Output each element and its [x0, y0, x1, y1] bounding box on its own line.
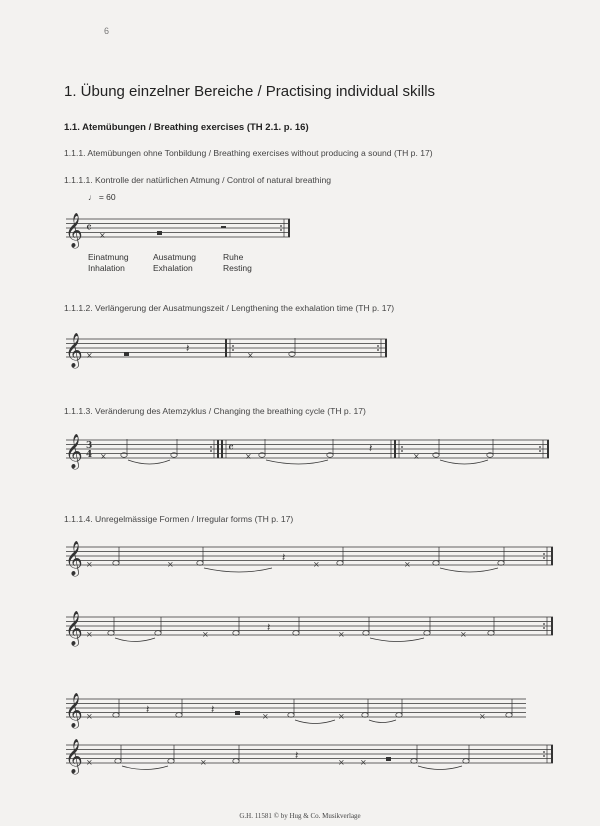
svg-text:×: × — [100, 452, 107, 461]
staff-4 — [65, 541, 553, 577]
svg-text:×: × — [86, 560, 93, 569]
svg-text:×: × — [200, 758, 207, 767]
svg-text:3: 3 — [86, 441, 93, 451]
staff-1 — [65, 213, 290, 249]
svg-text:×: × — [313, 560, 320, 569]
svg-text:𝄽: 𝄽 — [369, 442, 373, 455]
label-resting: Ruhe Resting — [223, 252, 252, 273]
svg-text:×: × — [338, 630, 345, 639]
exercise-heading-4: 1.1.1.4. Unregelmässige Formen / Irregular forms (TH p. 17) — [64, 514, 294, 524]
svg-text:𝄞: 𝄞 — [65, 541, 83, 576]
page-number: 6 — [104, 26, 110, 36]
svg-text:𝄽: 𝄽 — [211, 703, 215, 716]
common-time-icon: 𝄴 — [86, 221, 92, 236]
svg-text:×: × — [167, 560, 174, 569]
svg-text:×: × — [247, 351, 254, 360]
publisher-footer: G.H. 11581 © by Hug & Co. Musikverlage — [239, 812, 361, 820]
staff-5 — [65, 611, 553, 647]
svg-text:𝄽: 𝄽 — [282, 551, 286, 564]
staff-2 — [65, 333, 387, 369]
label-inhalation: Einatmung Inhalation — [88, 252, 129, 273]
svg-text:𝄞: 𝄞 — [65, 333, 83, 368]
svg-text:𝄽: 𝄽 — [186, 342, 190, 355]
svg-text:𝄞: 𝄞 — [65, 611, 83, 646]
svg-text:×: × — [404, 560, 411, 569]
svg-text:𝄞: 𝄞 — [65, 434, 83, 469]
staff-3 — [65, 434, 549, 470]
exercise-heading-3: 1.1.1.3. Veränderung des Atemzyklus / Changing the breathing cycle (TH p. 17) — [64, 406, 366, 416]
svg-text:𝄽: 𝄽 — [146, 703, 150, 716]
svg-text:×: × — [413, 452, 420, 461]
svg-text:×: × — [86, 712, 93, 721]
svg-text:×: × — [460, 630, 467, 639]
subsection-heading: 1.1.1. Atemübungen ohne Tonbildung / Breathing exercises without producing a sound (TH p. 17) — [64, 148, 433, 158]
svg-text:×: × — [86, 758, 93, 767]
svg-text:×: × — [202, 630, 209, 639]
svg-text:𝄞: 𝄞 — [65, 739, 83, 774]
svg-text:𝄞: 𝄞 — [65, 693, 83, 728]
svg-text:×: × — [86, 351, 93, 360]
svg-text:×: × — [338, 758, 345, 767]
svg-text:𝄽: 𝄽 — [267, 621, 271, 634]
svg-text:𝄴: 𝄴 — [228, 441, 234, 456]
svg-text:×: × — [262, 712, 269, 721]
exercise-heading-1: 1.1.1.1. Kontrolle der natürlichen Atmung / Control of natural breathing — [64, 175, 332, 185]
svg-text:×: × — [86, 630, 93, 639]
section-heading: 1.1. Atemübungen / Breathing exercises (TH 2.1. p. 16) — [64, 122, 309, 133]
staff-7 — [65, 739, 553, 775]
svg-text:4: 4 — [86, 450, 93, 460]
svg-text:×: × — [360, 758, 367, 767]
tempo-marking: ♩ = 60 — [88, 192, 116, 202]
label-exhalation: Ausatmung Exhalation — [153, 252, 196, 273]
page-title: 1. Übung einzelner Bereiche / Practising individual skills — [64, 83, 436, 100]
svg-text:×: × — [479, 712, 486, 721]
svg-text:×: × — [99, 231, 106, 240]
svg-text:×: × — [338, 712, 345, 721]
svg-text:𝄽: 𝄽 — [295, 749, 299, 762]
staff-6 — [65, 693, 526, 729]
exercise-heading-2: 1.1.1.2. Verlängerung der Ausatmungszeit / Lengthening the exhalation time (TH p. 17) — [64, 303, 395, 313]
svg-text:×: × — [245, 452, 252, 461]
treble-clef-icon: 𝄞 — [65, 213, 83, 248]
